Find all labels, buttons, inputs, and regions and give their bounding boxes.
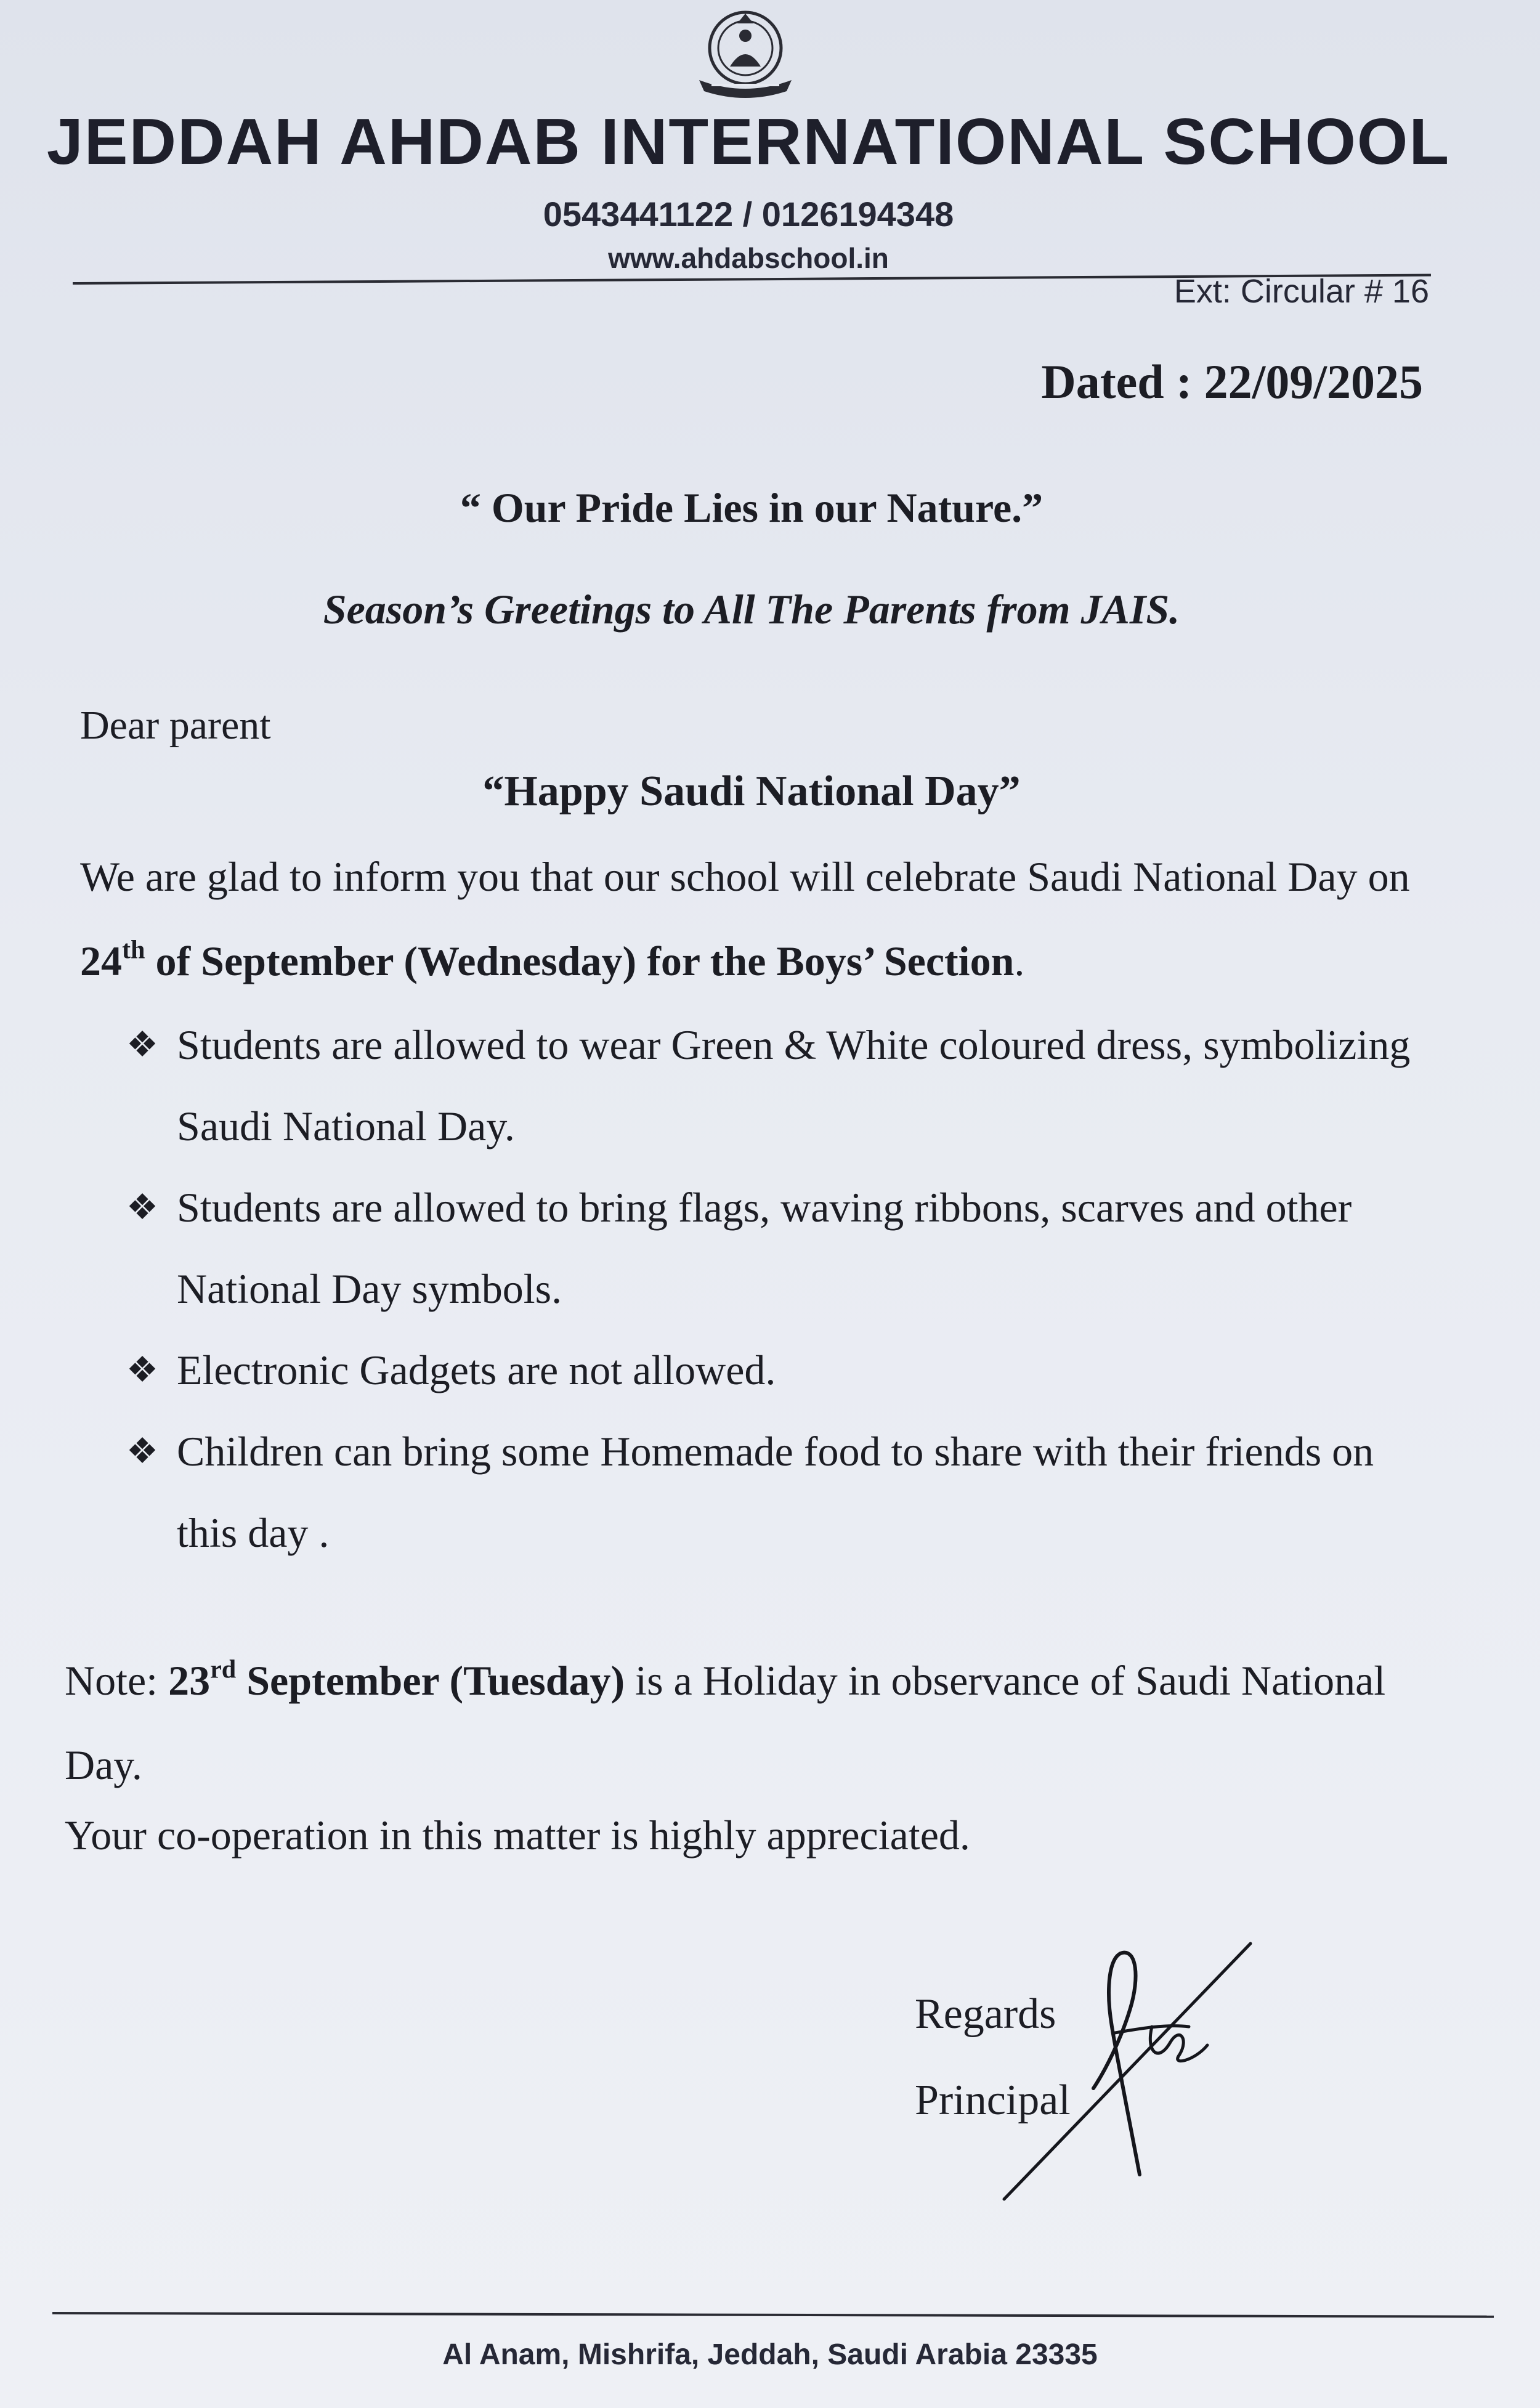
salutation: Dear parent bbox=[80, 703, 271, 748]
principal-signature bbox=[986, 1940, 1269, 2211]
list-item-text: Electronic Gadgets are not allowed. bbox=[177, 1347, 776, 1393]
school-motto: “ Our Pride Lies in our Nature.” bbox=[460, 484, 1044, 531]
list-item bbox=[126, 1411, 1420, 1573]
diamond-bullet-icon: ❖ bbox=[126, 1350, 158, 1390]
list-item-text: Students are allowed to bring flags, waving ribbons, scarves and other National Day symbols. bbox=[177, 1184, 1352, 1312]
note-rest: is a Holiday in observance of Saudi National Day. bbox=[65, 1657, 1386, 1788]
list-item-text: Students are allowed to wear Green & White coloured dress, symbolizing Saudi National Day. bbox=[177, 1021, 1411, 1149]
circular-reference: Ext: Circular # 16 bbox=[1173, 273, 1429, 310]
list-item-text: Children can bring some Homemade food to share with their friends on this day . bbox=[177, 1428, 1374, 1556]
school-address: Al Anam, Mishrifa, Jeddah, Saudi Arabia 23335 bbox=[442, 2338, 1098, 2371]
intro-day-number: 24 bbox=[80, 938, 122, 984]
intro-lead: We are glad to inform you that our school will celebrate Saudi National Day on bbox=[80, 853, 1410, 900]
diamond-bullet-icon: ❖ bbox=[126, 1187, 158, 1227]
note-emphasis: September (Tuesday) bbox=[236, 1657, 625, 1704]
diamond-bullet-icon: ❖ bbox=[126, 1431, 158, 1471]
date-line: Dated : 22/09/2025 bbox=[1041, 355, 1423, 408]
intro-emphasis: of September (Wednesday) for the Boys’ Section bbox=[145, 938, 1015, 984]
regards-label: Regards bbox=[915, 1990, 1056, 2038]
diamond-bullet-icon: ❖ bbox=[126, 1024, 158, 1064]
school-name: JEDDAH AHDAB INTERNATIONAL SCHOOL bbox=[46, 105, 1451, 178]
note-day-number: 23 bbox=[168, 1657, 211, 1704]
instruction-list bbox=[126, 1004, 1420, 1573]
intro-end: . bbox=[1014, 938, 1025, 984]
closing-line: Your co-operation in this matter is highly appreciated. bbox=[65, 1812, 970, 1859]
list-item bbox=[126, 1167, 1420, 1329]
season-greeting: Season’s Greetings to All The Parents from JAIS. bbox=[323, 586, 1180, 633]
phone-numbers: 0543441122 / 0126194348 bbox=[543, 195, 954, 233]
website-link[interactable]: www.ahdabschool.in bbox=[608, 242, 889, 274]
school-logo bbox=[681, 5, 810, 103]
list-item bbox=[126, 1004, 1420, 1167]
intro-paragraph bbox=[80, 835, 1417, 1003]
footer-divider bbox=[52, 2312, 1494, 2318]
holiday-note bbox=[65, 1639, 1432, 1807]
note-day-suffix: rd bbox=[210, 1655, 237, 1684]
circular-title: “Happy Saudi National Day” bbox=[482, 768, 1021, 815]
principal-label: Principal bbox=[915, 2077, 1071, 2124]
note-lead: Note: bbox=[65, 1657, 169, 1704]
intro-day-suffix: th bbox=[122, 935, 145, 965]
list-item bbox=[126, 1329, 1420, 1411]
